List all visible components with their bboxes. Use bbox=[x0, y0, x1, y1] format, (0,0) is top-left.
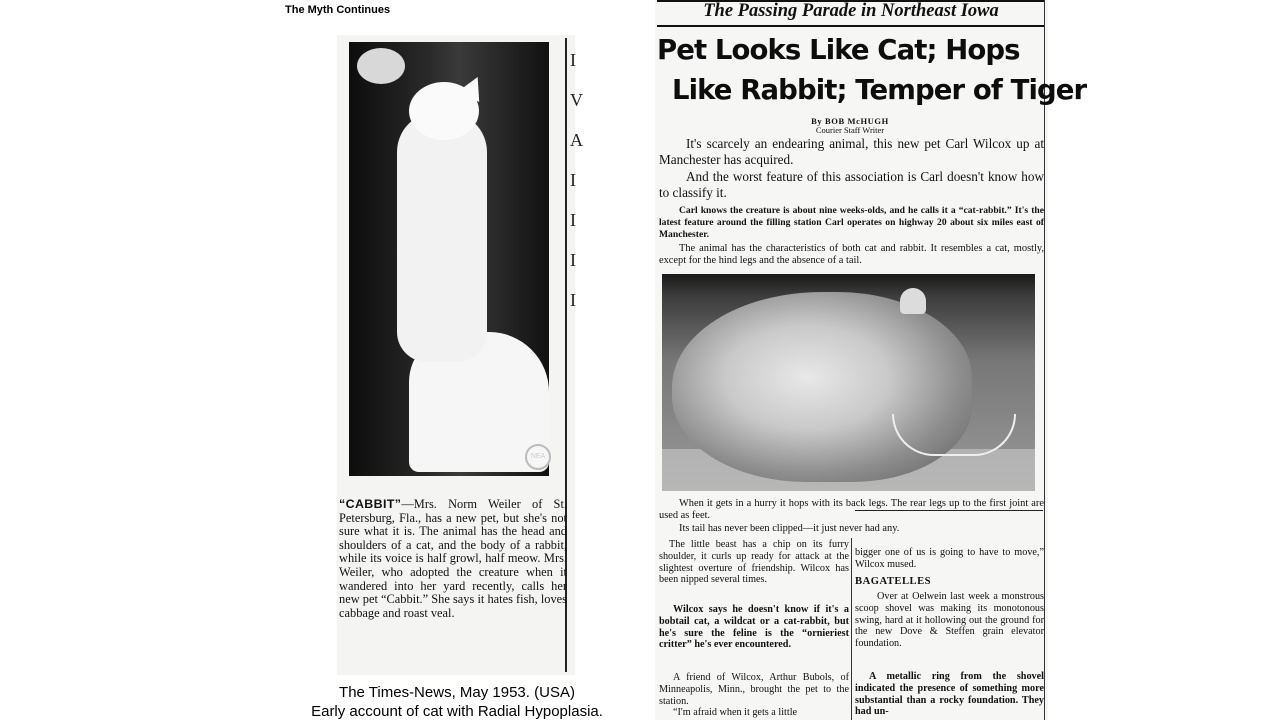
article-paragraph: Its tail has never been clipped—it just never had any. bbox=[679, 523, 900, 534]
article-paragraph: And the worst feature of this association is Carl doesn't know how to classify it. bbox=[659, 169, 1044, 200]
column-masthead: The Passing Parade in Northeast Iowa bbox=[703, 1, 999, 21]
cat-ear-shape bbox=[900, 288, 926, 314]
headline-line-2: Like Rabbit; Temper of Tiger bbox=[672, 74, 1087, 106]
column-divider bbox=[851, 538, 852, 720]
cabbit-photo bbox=[349, 42, 549, 476]
left-column-paragraph: A friend of Wilcox, Arthur Bubols, of Minneapolis, Minn., brought the pet to the station. bbox=[659, 672, 849, 707]
left-column-paragraph: “I'm afraid when it gets a little bbox=[673, 707, 798, 718]
cat-body-shape bbox=[397, 112, 487, 362]
cabbit-caption bbox=[339, 498, 567, 620]
article-paragraph: The animal has the characteristics of both cat and rabbit. It resembles a cat, mostly, except for the hind legs and the absence of a tail. bbox=[659, 243, 1044, 266]
left-column-paragraph: The little beast has a chip on its furry shoulder, it curls up ready for attack at the slightest overture of friendship. Wilcox has been nipped several times. bbox=[659, 539, 849, 586]
right-column-paragraph: Over at Oelwein last week a monstrous scoop shovel was making its monotonous swing, hard at it hollowing out the ground for the new Dove & Steffen grain elevator foundation. bbox=[855, 591, 1044, 650]
bagatelles-subhead: BAGATELLES bbox=[855, 576, 932, 587]
article-paragraph: When it gets in a hurry it hops with its back legs. The rear legs up to the first joint are used as feet. bbox=[659, 498, 1044, 521]
caption-body: —Mrs. Norm Weiler of St. Petersburg, Fla., has a new pet, but she's not sure what it is. The animal has the head and shoulders of a cat, and the body of a rabbit, while its voice is half growl, half meow. Mrs. Weiler, who adopted the creature when it wandered into her yard recently, calls her new pet “Cabbit.” She says it hates fish, loves cabbage and roast veal. bbox=[339, 497, 567, 620]
photo-agency-stamp: NEA bbox=[525, 444, 551, 470]
caption-lead: “CABBIT” bbox=[339, 497, 402, 511]
byline-role: Courier Staff Writer bbox=[815, 125, 885, 135]
article-paragraph-bold: Carl knows the creature is about nine weeks-olds, and he calls it a “cat-rabbit.” It's the latest feature around the filling station Carl operates on highway 20 about six miles east of Manchester. bbox=[659, 205, 1044, 240]
section-rule bbox=[855, 510, 1043, 511]
cut-off-column-text: I V A I I I I bbox=[570, 50, 583, 310]
right-column-paragraph-bold: A metallic ring from the shovel indicated the presence of something more substantial than a rocky foundation. They had un- bbox=[855, 671, 1044, 718]
masthead-rule-bottom bbox=[657, 25, 1045, 27]
article-paragraph: It's scarcely an endearing animal, this new pet Carl Wilcox up at Manchester has acquired. bbox=[659, 136, 1044, 167]
right-column-continuation: bigger one of us is going to have to move,” Wilcox mused. bbox=[855, 547, 1044, 570]
right-column-rule bbox=[1044, 0, 1045, 720]
source-citation: The Times-News, May 1953. (USA) bbox=[339, 684, 575, 701]
photo-hand-shape bbox=[357, 48, 405, 84]
source-description: Early account of cat with Radial Hypoplasia. bbox=[311, 703, 603, 720]
byline-name: By BOB McHUGH bbox=[811, 116, 889, 126]
cat-rabbit-photo bbox=[662, 274, 1035, 491]
left-column-paragraph-bold: Wilcox says he doesn't know if it's a bobtail cat, a wildcat or a cat-rabbit, but he's sure the feline is the “ornieriest critter” he's ever encountered. bbox=[659, 604, 849, 651]
headline-line-1: Pet Looks Like Cat; Hops bbox=[657, 34, 1020, 66]
slide-title: The Myth Continues bbox=[285, 4, 391, 16]
byline bbox=[760, 117, 940, 135]
